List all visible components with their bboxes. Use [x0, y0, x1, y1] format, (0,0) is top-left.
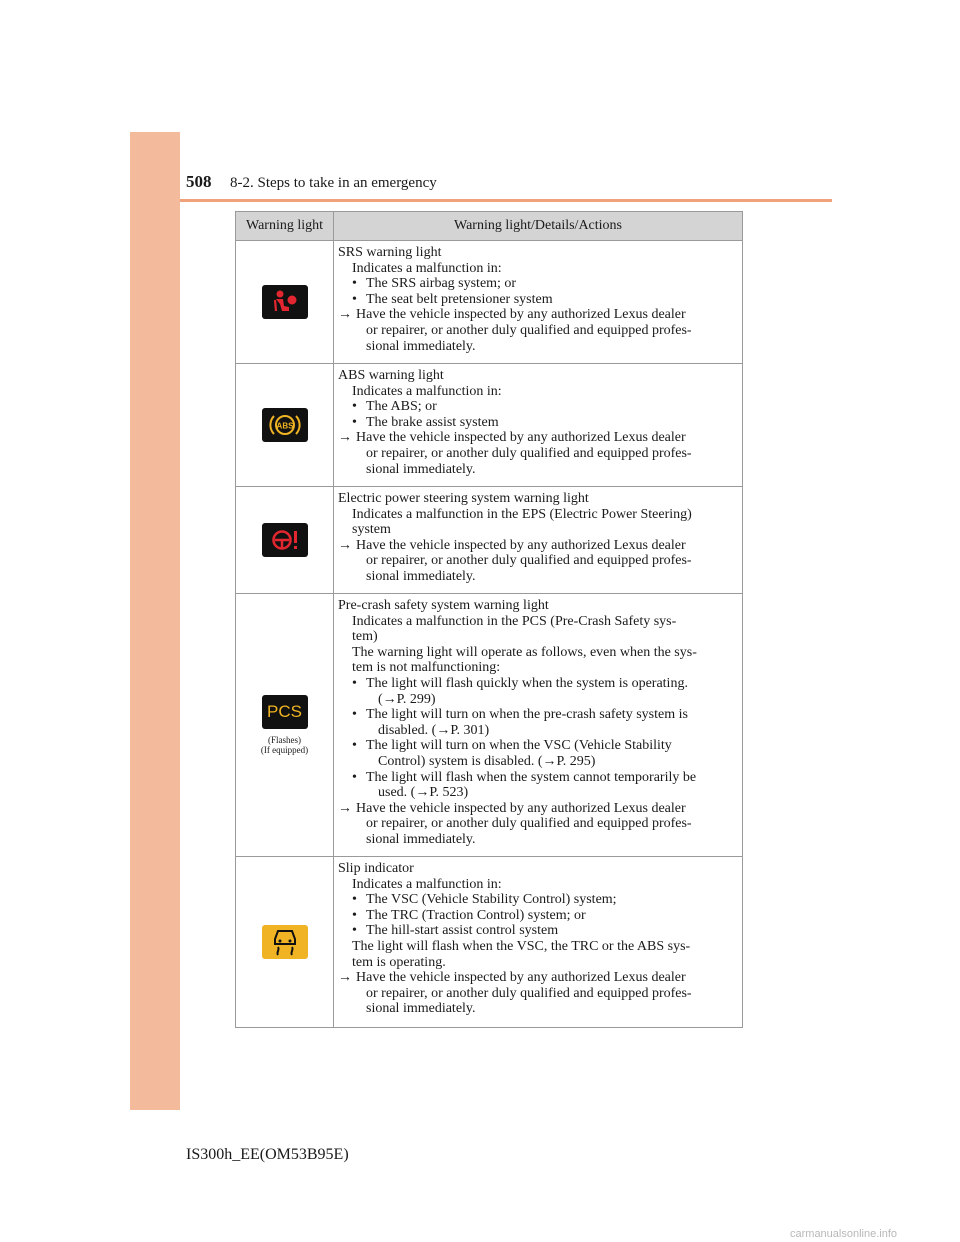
- icon-note: [261, 735, 308, 755]
- row-intro: system: [352, 522, 391, 538]
- bullet-item: • The light will flash quickly when the system is operating.: [338, 676, 734, 692]
- action-text: → Have the vehicle inspected by any authorized Lexus dealer: [338, 801, 734, 817]
- column-header-warning-light: Warning light: [236, 212, 334, 240]
- table-row: [236, 487, 742, 594]
- abs-warning-icon: [262, 408, 308, 442]
- page-header: [186, 172, 832, 202]
- chapter-tab-bar: [130, 132, 180, 1110]
- row-intro: Indicates a malfunction in:: [352, 876, 502, 892]
- table-row: [236, 364, 742, 487]
- bullet-item: used. (→P. 523): [378, 785, 469, 801]
- table-row: [236, 241, 742, 364]
- action-text: sional immediately.: [366, 831, 476, 847]
- row-extra: tem is operating.: [352, 954, 446, 970]
- row-title: Electric power steering system warning light: [338, 491, 589, 506]
- details-cell: [334, 857, 742, 1027]
- action-text: or repairer, or another duly qualified and equipped profes-: [366, 553, 692, 569]
- bullet-item: • The hill-start assist control system: [338, 923, 734, 939]
- section-title: 8-2. Steps to take in an emergency: [230, 175, 437, 191]
- pcs-icon-label: PCS: [267, 702, 302, 721]
- bullet-item: Control) system is disabled. (→P. 295): [378, 753, 596, 769]
- row-intro: Indicates a malfunction in the PCS (Pre-Crash Safety sys-: [352, 613, 677, 629]
- icon-cell: [236, 487, 334, 593]
- table-header: [236, 212, 742, 241]
- icon-cell: [236, 857, 334, 1027]
- bullet-item: • The light will turn on when the pre-crash safety system is: [338, 707, 734, 723]
- header-rule: [180, 199, 832, 202]
- model-code: IS300h_EE(OM53B95E): [186, 1146, 349, 1163]
- bullet-item: • The brake assist system: [338, 415, 734, 431]
- row-intro: Indicates a malfunction in:: [352, 260, 502, 276]
- bullet-item: • The VSC (Vehicle Stability Control) system;: [338, 892, 734, 908]
- details-cell: [334, 487, 742, 593]
- action-text: → Have the vehicle inspected by any authorized Lexus dealer: [338, 538, 734, 554]
- bullet-item: • The seat belt pretensioner system: [338, 292, 734, 308]
- bullet-item: disabled. (→P. 301): [378, 722, 490, 738]
- row-title: Pre-crash safety system warning light: [338, 598, 549, 613]
- pcs-warning-icon: [262, 695, 308, 729]
- watermark-link[interactable]: carmanualsonline.info: [790, 1228, 898, 1240]
- bullet-item: • The light will turn on when the VSC (Vehicle Stability: [338, 738, 734, 754]
- row-extra: tem is not malfunctioning:: [352, 660, 501, 676]
- icon-cell: [236, 241, 334, 363]
- warning-light-table: [235, 211, 743, 1028]
- row-intro: Indicates a malfunction in the EPS (Electric Power Steering): [352, 506, 692, 522]
- action-text: sional immediately.: [366, 461, 476, 477]
- row-title: Slip indicator: [338, 861, 414, 876]
- slip-indicator-icon: [262, 925, 308, 959]
- bullet-item: • The TRC (Traction Control) system; or: [338, 908, 734, 924]
- row-extra: The warning light will operate as follows, even when the sys-: [352, 644, 697, 660]
- action-text: → Have the vehicle inspected by any authorized Lexus dealer: [338, 430, 734, 446]
- icon-cell: [236, 364, 334, 486]
- row-intro: tem): [352, 629, 378, 645]
- page-number: 508: [186, 172, 212, 191]
- icon-cell: [236, 594, 334, 856]
- action-text: sional immediately.: [366, 338, 476, 354]
- action-text: or repairer, or another duly qualified and equipped profes-: [366, 816, 692, 832]
- row-intro: Indicates a malfunction in:: [352, 383, 502, 399]
- bullet-item: • The ABS; or: [338, 399, 734, 415]
- details-cell: [334, 364, 742, 486]
- abs-icon-label: ABS: [276, 421, 293, 431]
- bullet-item: • The SRS airbag system; or: [338, 276, 734, 292]
- if-equipped-note: (If equipped): [260, 745, 309, 755]
- details-cell: [334, 241, 742, 363]
- row-title: SRS warning light: [338, 245, 442, 260]
- column-header-details: Warning light/Details/Actions: [453, 218, 622, 233]
- action-text: sional immediately.: [366, 1001, 476, 1017]
- row-extra: The light will flash when the VSC, the TRC or the ABS sys-: [352, 938, 691, 954]
- srs-airbag-warning-icon: [262, 285, 308, 319]
- bullet-item: (→P. 299): [378, 691, 436, 707]
- table-row: [236, 857, 742, 1027]
- bullet-item: • The light will flash when the system cannot temporarily be: [338, 770, 734, 786]
- action-text: or repairer, or another duly qualified and equipped profes-: [366, 985, 692, 1001]
- action-text: → Have the vehicle inspected by any authorized Lexus dealer: [338, 970, 734, 986]
- table-row: [236, 594, 742, 857]
- power-steering-warning-icon: [262, 523, 308, 557]
- row-title: ABS warning light: [338, 368, 444, 383]
- action-text: → Have the vehicle inspected by any authorized Lexus dealer: [338, 307, 734, 323]
- action-text: or repairer, or another duly qualified and equipped profes-: [366, 445, 692, 461]
- details-cell: [334, 594, 742, 856]
- flashes-note: (Flashes): [267, 735, 301, 745]
- action-text: or repairer, or another duly qualified and equipped profes-: [366, 322, 692, 338]
- action-text: sional immediately.: [366, 568, 476, 584]
